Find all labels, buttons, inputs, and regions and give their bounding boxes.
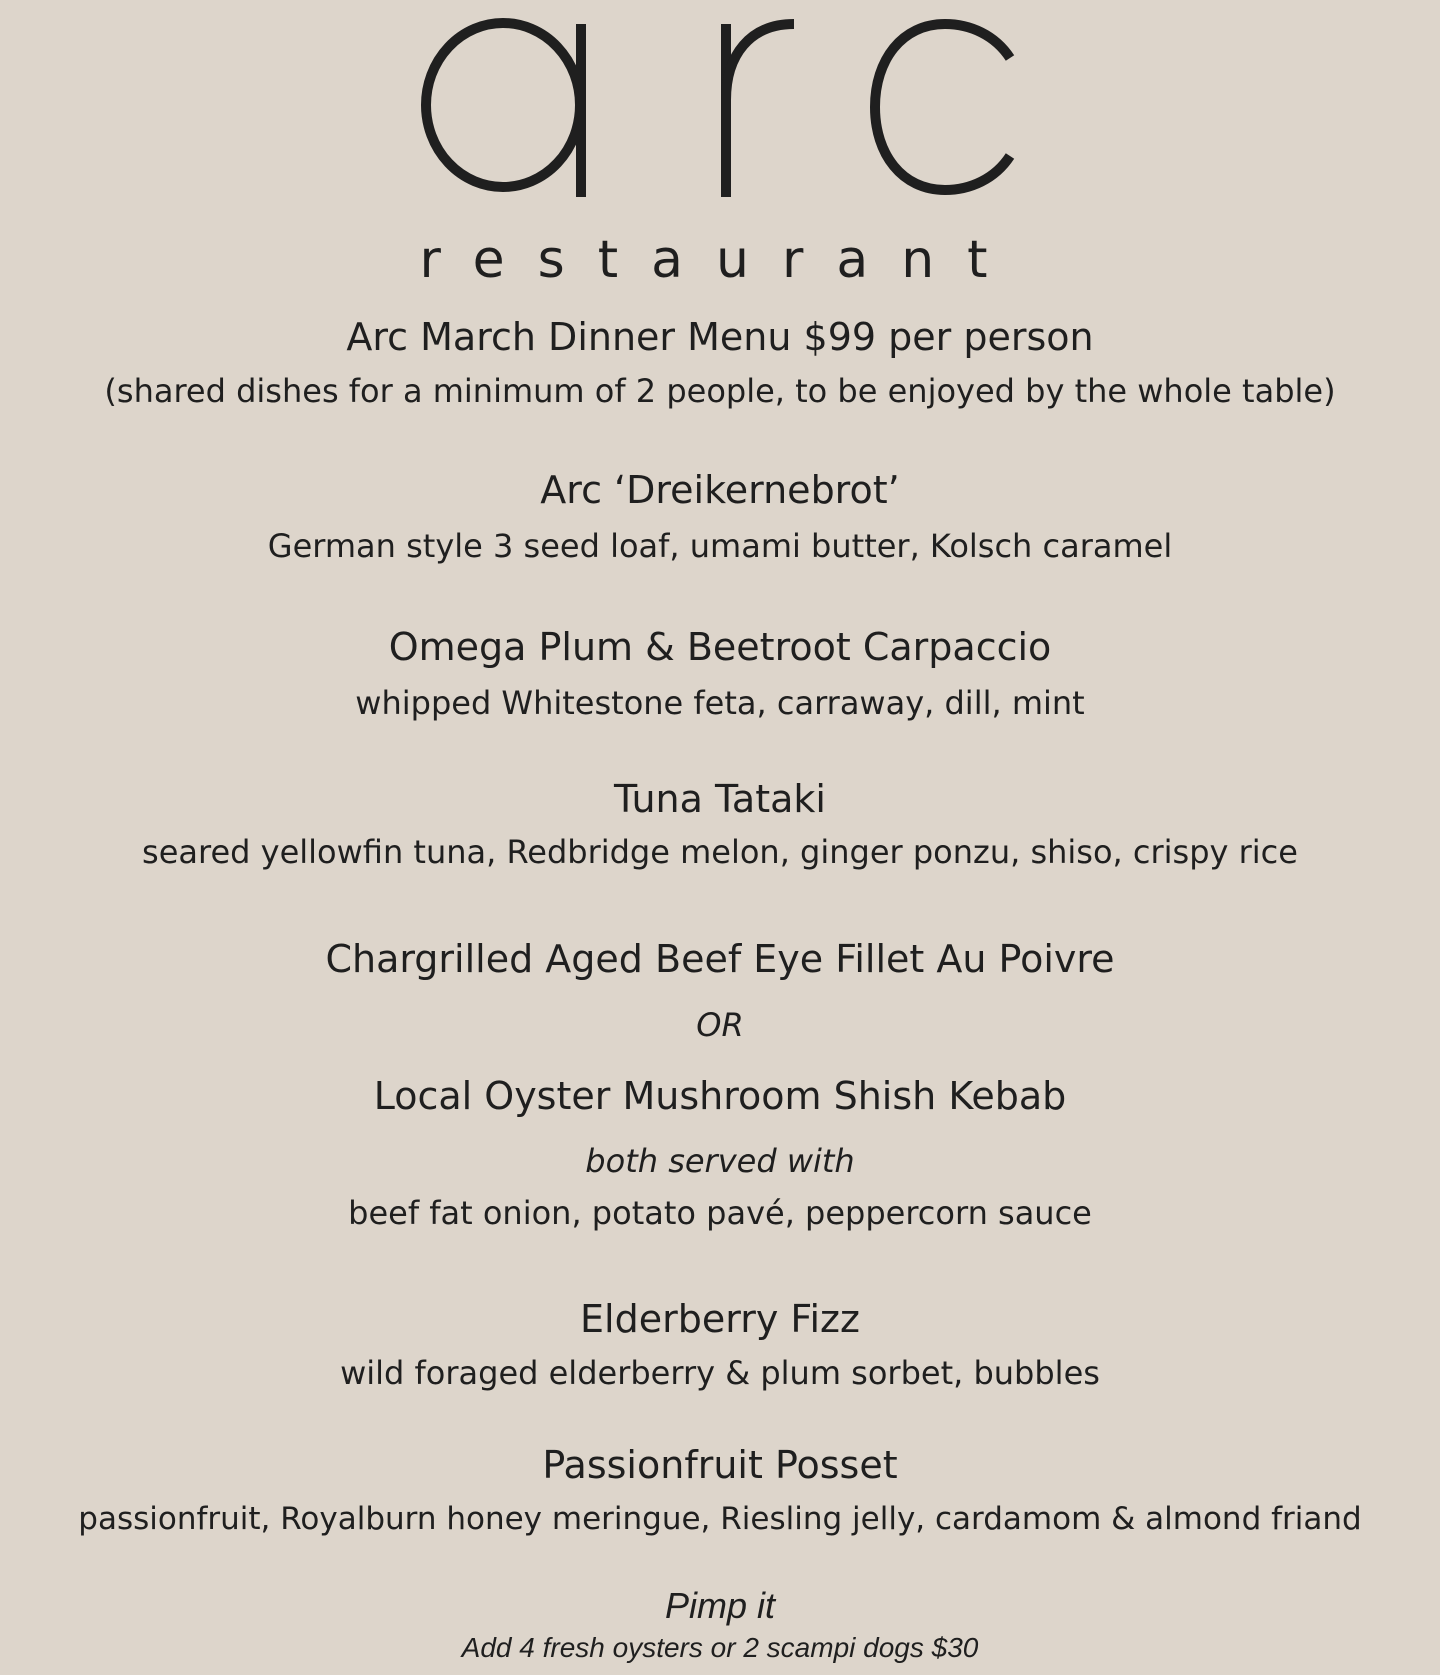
arc-logo-mark xyxy=(0,0,1440,300)
served-with-items: beef fat onion, potato pavé, peppercorn sauce xyxy=(348,1194,1092,1232)
dessert-description: wild foraged elderberry & plum sorbet, bubbles xyxy=(340,1354,1100,1392)
menu-note: (shared dishes for a minimum of 2 people, to be enjoyed by the whole table) xyxy=(104,372,1336,410)
addon-label: Pimp it xyxy=(664,1585,776,1626)
course-name: Omega Plum & Beetroot Carpaccio xyxy=(388,625,1052,669)
main-option-b: Local Oyster Mushroom Shish Kebab xyxy=(373,1074,1067,1118)
dessert-name: Passionfruit Posset xyxy=(542,1443,898,1487)
course-name: Tuna Tataki xyxy=(614,777,826,821)
menu-title: Arc March Dinner Menu $99 per person xyxy=(346,315,1094,359)
dessert-description: passionfruit, Royalburn honey meringue, Riesling jelly, cardamom & almond friand xyxy=(78,1501,1362,1537)
addon-description: Add 4 fresh oysters or 2 scampi dogs $30 xyxy=(461,1632,979,1663)
course-description: seared yellowfin tuna, Redbridge melon, ginger ponzu, shiso, crispy rice xyxy=(142,833,1298,871)
restaurant-logo xyxy=(0,0,1440,300)
restaurant-tagline: restaurant xyxy=(419,230,1021,290)
course-description: German style 3 seed loaf, umami butter, Kolsch caramel xyxy=(267,527,1173,565)
course-name: Arc ‘Dreikernebrot’ xyxy=(540,468,900,512)
dessert-name: Elderberry Fizz xyxy=(580,1297,860,1341)
course-description: whipped Whitestone feta, carraway, dill, mint xyxy=(355,684,1085,722)
main-separator: OR xyxy=(696,1006,744,1044)
served-with-label: both served with xyxy=(585,1142,855,1180)
main-option-a: Chargrilled Aged Beef Eye Fillet Au Poivre xyxy=(325,937,1115,981)
